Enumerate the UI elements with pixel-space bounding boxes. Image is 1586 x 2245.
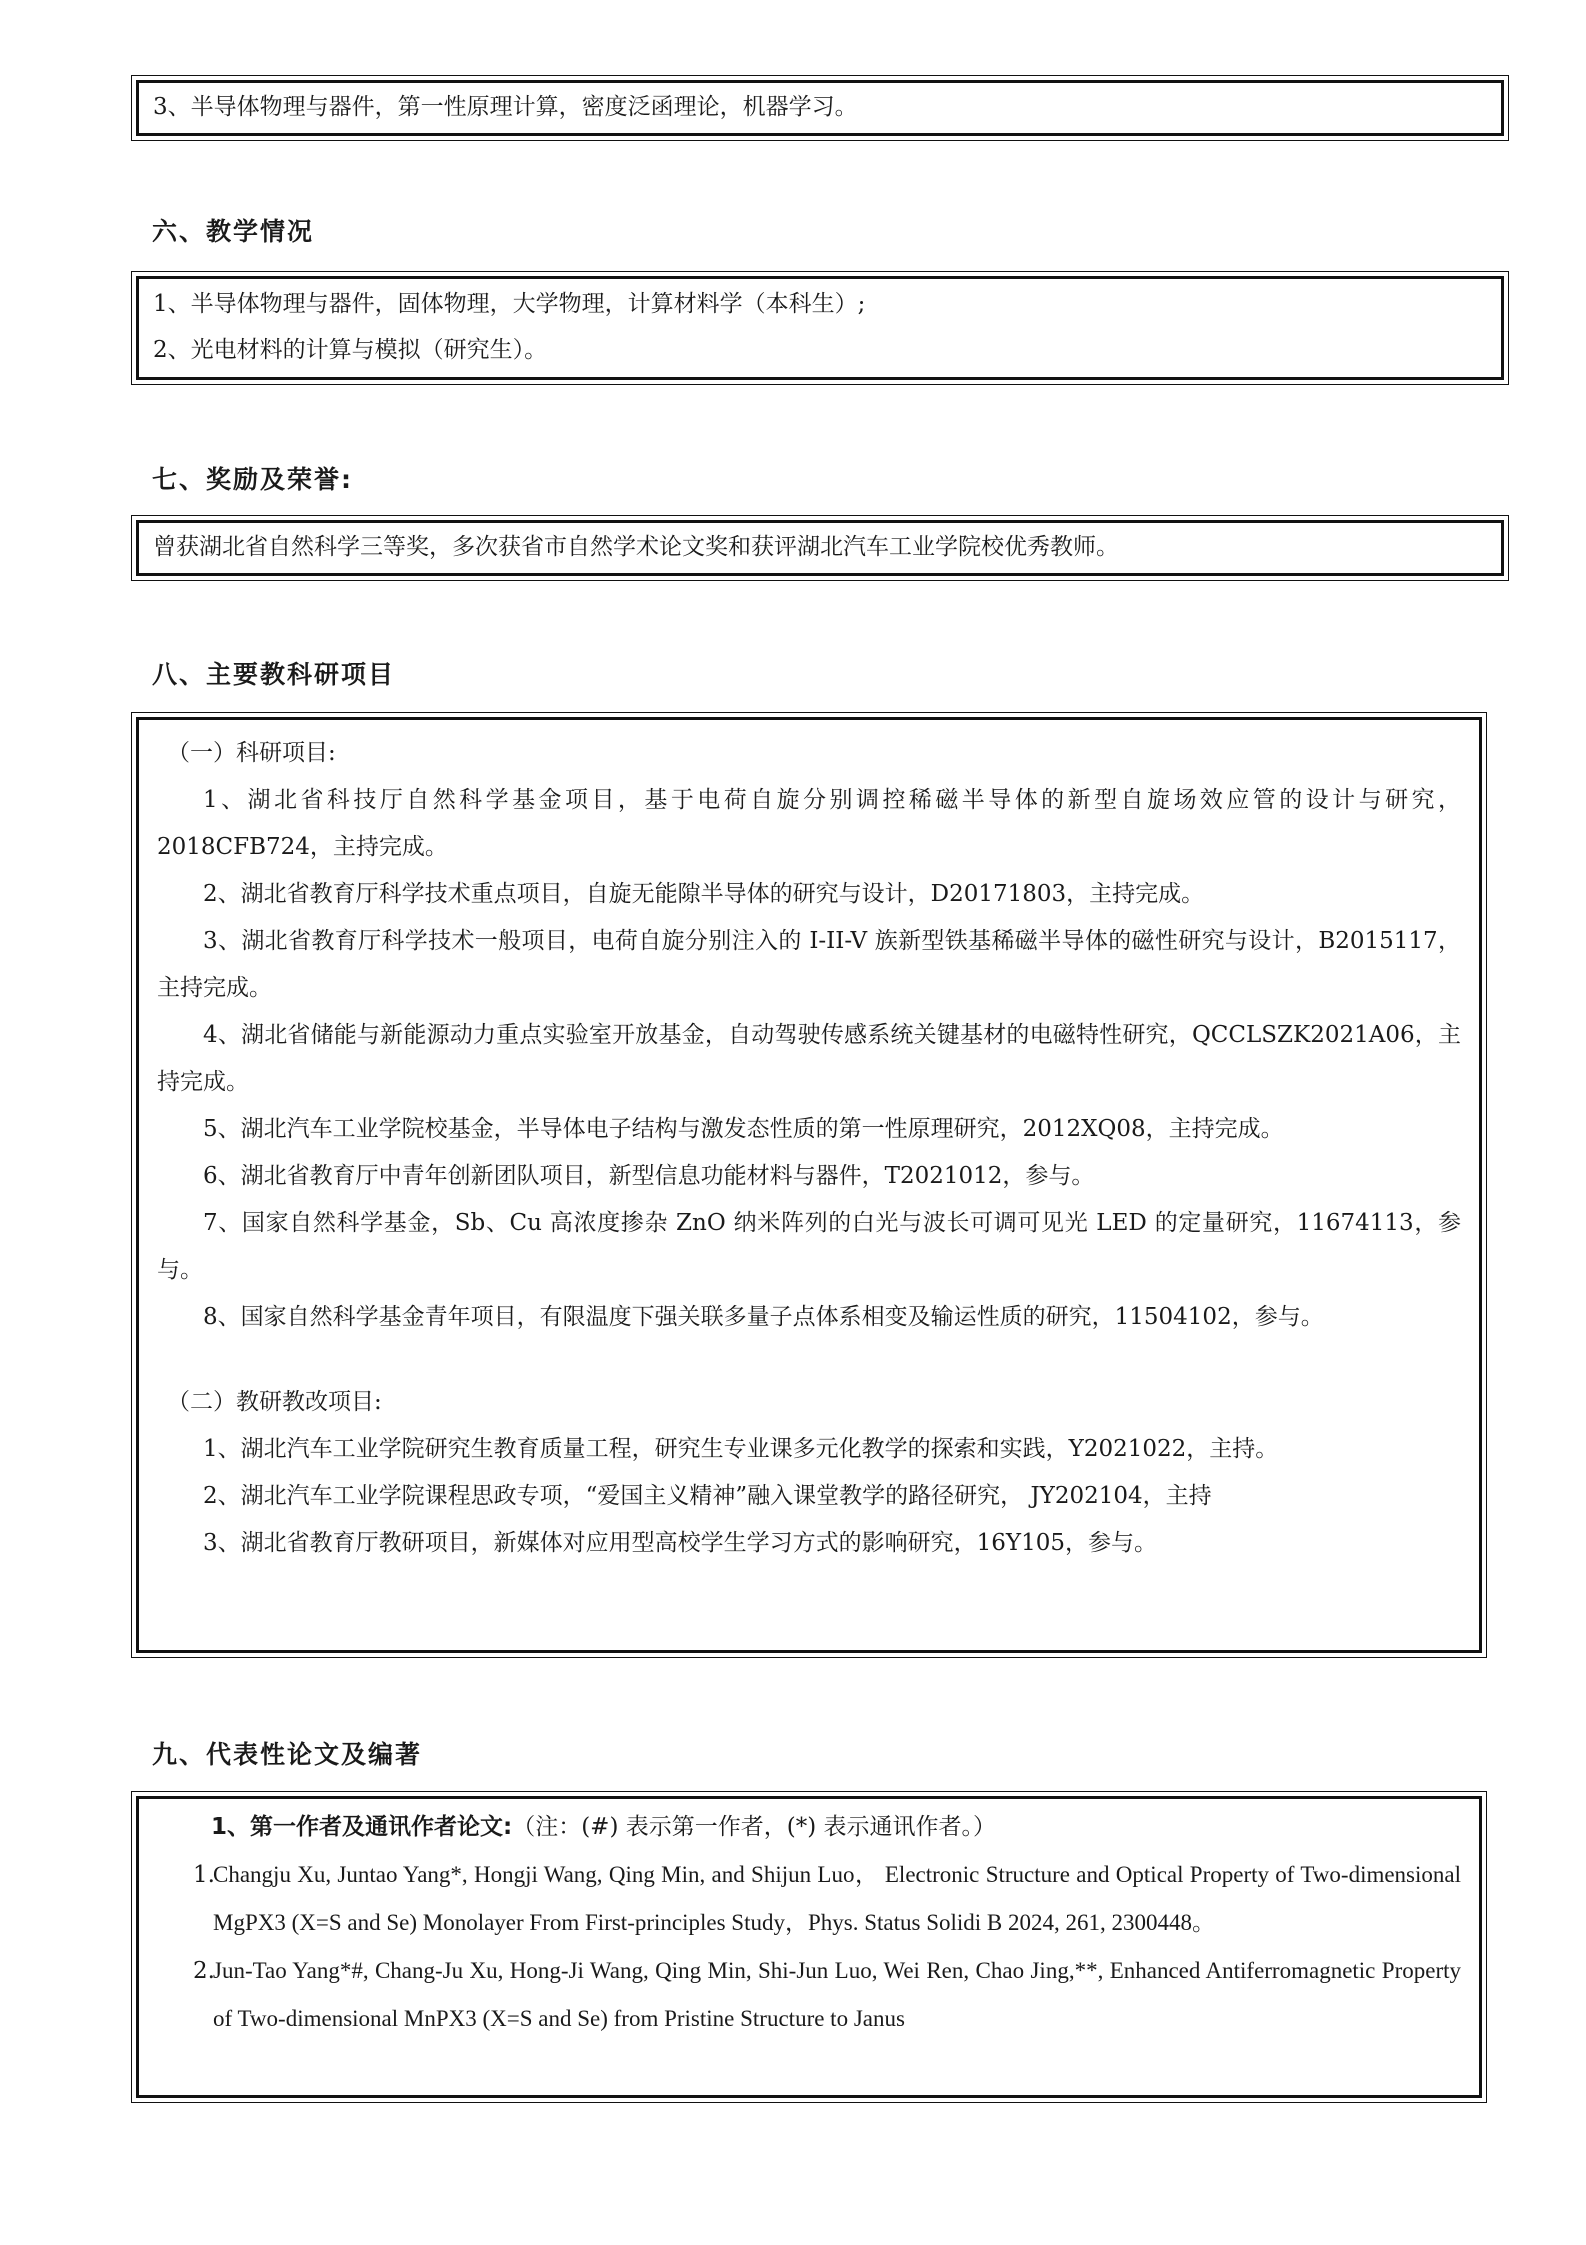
paper-number: 2. bbox=[193, 1958, 215, 1984]
papers-heading-note: （注：(#) 表示第一作者，(*) 表示通讯作者。） bbox=[512, 1814, 996, 1840]
papers-section-title: 九、代表性论文及编著 bbox=[152, 1740, 423, 1769]
paper-item bbox=[157, 1947, 1461, 2043]
awards-section-title: 七、奖励及荣誉: bbox=[152, 465, 353, 494]
research-project-item: 1、湖北省科技厅自然科学基金项目，基于电荷自旋分别调控稀磁半导体的新型自旋场效应管的设计与研究，2018CFB724，主持完成。 bbox=[157, 787, 1461, 860]
research-project-item: 8、国家自然科学基金青年项目，有限温度下强关联多量子点体系相变及输运性质的研究，11504102，参与。 bbox=[203, 1304, 1324, 1330]
projects-section-title: 八、主要教科研项目 bbox=[152, 660, 396, 689]
teaching-item-2: 2、光电材料的计算与模拟（研究生）。 bbox=[153, 337, 548, 363]
projects-box bbox=[136, 717, 1482, 1653]
awards-text: 曾获湖北省自然科学三等奖，多次获省市自然学术论文奖和获评湖北汽车工业学院校优秀教师。 bbox=[153, 534, 1119, 560]
papers-heading bbox=[157, 1803, 1461, 1851]
research-project-item: 5、湖北汽车工业学院校基金，半导体电子结构与激发态性质的第一性原理研究，2012XQ08，主持完成。 bbox=[203, 1116, 1284, 1142]
paper-item bbox=[157, 1851, 1461, 1947]
teaching-section-title: 六、教学情况 bbox=[152, 217, 315, 246]
teaching-projects-heading: （二）教研教改项目: bbox=[167, 1389, 382, 1415]
paper-text: Jun-Tao Yang*#, Chang-Ju Xu, Hong-Ji Wang, Qing Min, Shi-Jun Luo, Wei Ren, Chao Jing,**, Enhanced Antiferromagnetic Property of Two-dimensional MnPX3 (X=S and Se) from Pristine Structure to Janus bbox=[213, 1958, 1461, 2031]
research-interests-box bbox=[136, 80, 1504, 136]
awards-box bbox=[136, 520, 1504, 576]
research-interest-item-3: 3、半导体物理与器件，第一性原理计算，密度泛函理论，机器学习。 bbox=[153, 94, 858, 120]
research-project-item: 7、国家自然科学基金，Sb、Cu 高浓度掺杂 ZnO 纳米阵列的白光与波长可调可见光 LED 的定量研究，11674113，参与。 bbox=[157, 1210, 1461, 1283]
paper-text: Changju Xu, Juntao Yang*, Hongji Wang, Qing Min, and Shijun Luo， Electronic Structure and Optical Property of Two-dimensional MgPX3 (X=S and Se) Monolayer From First-principles Study，Phys. Status Solidi B 2024, 261, 2300448。 bbox=[213, 1862, 1461, 1935]
teaching-project-item: 1、湖北汽车工业学院研究生教育质量工程，研究生专业课多元化教学的探索和实践，Y2021022，主持。 bbox=[203, 1436, 1279, 1462]
research-project-item: 2、湖北省教育厅科学技术重点项目，自旋无能隙半导体的研究与设计，D20171803，主持完成。 bbox=[203, 881, 1205, 907]
teaching-box bbox=[136, 276, 1504, 380]
papers-box bbox=[136, 1796, 1482, 2098]
paper-number: 1. bbox=[193, 1862, 215, 1888]
research-project-item: 6、湖北省教育厅中青年创新团队项目，新型信息功能材料与器件，T2021012，参与。 bbox=[203, 1163, 1095, 1189]
teaching-project-item: 2、湖北汽车工业学院课程思政专项，“爱国主义精神”融入课堂教学的路径研究， JY202104，主持 bbox=[203, 1483, 1212, 1509]
research-project-item: 3、湖北省教育厅科学技术一般项目，电荷自旋分别注入的 I-II-V 族新型铁基稀磁半导体的磁性研究与设计，B2015117，主持完成。 bbox=[157, 928, 1461, 1001]
research-projects-heading: （一）科研项目: bbox=[167, 740, 336, 766]
teaching-item-1: 1、半导体物理与器件，固体物理，大学物理，计算材料学（本科生）; bbox=[153, 291, 866, 317]
papers-heading-bold: 1、第一作者及通讯作者论文: bbox=[211, 1814, 513, 1840]
research-project-item: 4、湖北省储能与新能源动力重点实验室开放基金，自动驾驶传感系统关键基材的电磁特性研究，QCCLSZK2021A06，主持完成。 bbox=[157, 1022, 1461, 1095]
teaching-project-item: 3、湖北省教育厅教研项目，新媒体对应用型高校学生学习方式的影响研究，16Y105，参与。 bbox=[203, 1530, 1157, 1556]
